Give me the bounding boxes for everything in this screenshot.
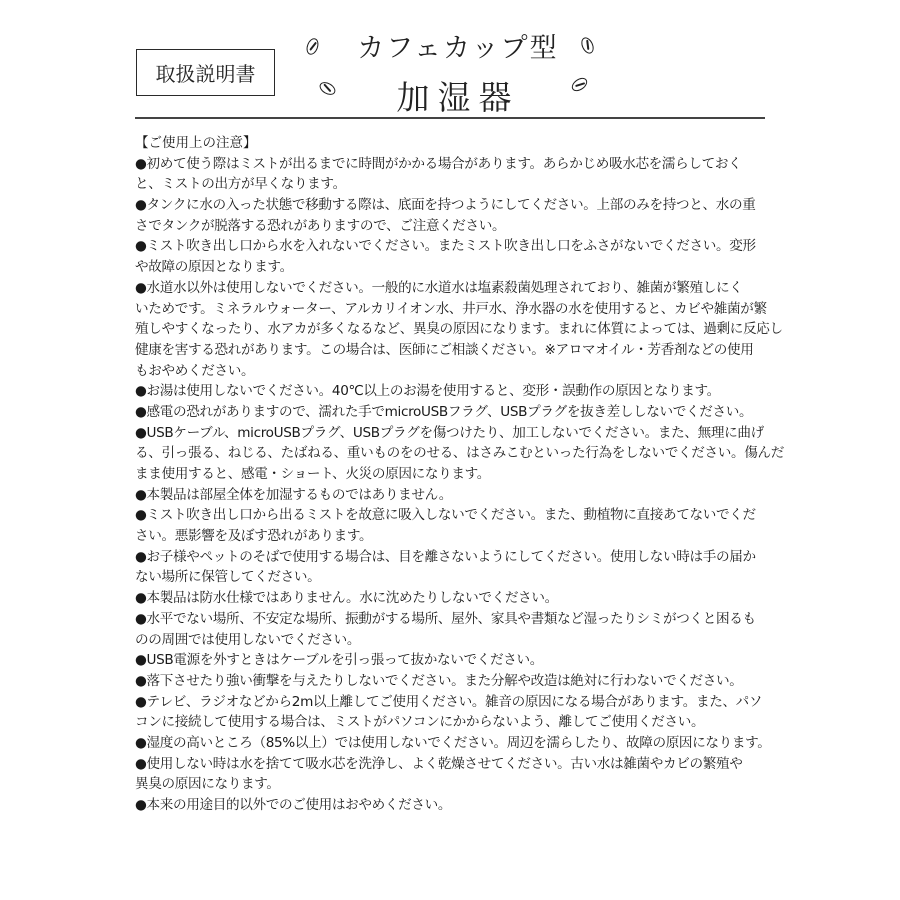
precaution-item xyxy=(135,795,775,816)
precaution-line: ない場所に保管してください。 xyxy=(135,569,321,586)
precaution-line: コンに接続して使用する場合は、ミストがパソコンにかからないよう、離してご使用ください。 xyxy=(135,714,705,731)
precaution-line: ●本製品は防水仕様ではありません。水に沈めたりしないでください。 xyxy=(135,590,558,607)
coffee-bean-icon xyxy=(569,75,589,94)
precaution-item xyxy=(135,402,775,423)
product-title-line1: カフェカップ型 xyxy=(357,33,559,64)
product-title-line2: 加湿器 xyxy=(396,78,520,117)
header-divider xyxy=(135,117,765,119)
precaution-line: ●本来の用途目的以外でのご使用はおやめください。 xyxy=(135,797,452,813)
precaution-item xyxy=(135,195,775,236)
manual-label: 取扱説明書 xyxy=(155,62,256,86)
precaution-line: ●感電の恐れがありますので、濡れた手でmicroUSBフラグ、USBプラグを抜き差ししないでください。 xyxy=(135,403,753,420)
precaution-line: 健康を害する恐れがあります。この場合は、医師にご相談ください。※アロマオイル・芳香剤などの使用 xyxy=(135,341,754,358)
precaution-line: ●使用しない時は水を捨てて吸水芯を洗浄し、よく乾燥させてください。古い水は雑菌やカビの繁殖や xyxy=(135,755,743,772)
manual-label-box xyxy=(136,49,275,96)
precaution-line: 殖しやすくなったり、水アカが多くなるなど、異臭の原因になります。まれに体質によっては、過剰に反応し xyxy=(135,321,783,338)
precaution-item xyxy=(135,381,775,402)
precaution-line: さい。悪影響を及ぼす恐れがあります。 xyxy=(135,528,373,545)
precaution-line: ●お子様やペットのそばで使用する場合は、目を離さないようにしてください。使用しない時は手の届か xyxy=(135,548,756,565)
precaution-line: ●初めて使う際はミストが出るまでに時間がかかる場合があります。あらかじめ吸水芯を濡らしておく xyxy=(135,155,742,172)
precaution-item xyxy=(135,754,775,795)
precaution-line: ●水平でない場所、不安定な場所、振動がする場所、屋外、家具や書類など湿ったりシミがつくと困るも xyxy=(135,610,756,627)
precaution-line: ●お湯は使用しないでください。40℃以上のお湯を使用すると、変形・誤動作の原因となります。 xyxy=(135,383,720,400)
precaution-item xyxy=(135,650,775,671)
precaution-item xyxy=(135,485,775,506)
precaution-line: ●本製品は部屋全体を加湿するものではありません。 xyxy=(135,486,452,503)
precaution-item xyxy=(135,505,775,546)
coffee-bean-icon xyxy=(304,37,320,57)
precaution-line: いためです。ミネラルウォーター、アルカリイオン水、井戸水、浄水器の水を使用すると、カビや雑菌が繁 xyxy=(135,300,767,317)
precaution-item xyxy=(135,423,784,485)
precautions-list xyxy=(135,154,784,816)
precaution-line: ●ミスト吹き出し口から水を入れないでください。またミスト吹き出し口をふさがないでください。変形 xyxy=(135,238,756,255)
precaution-line: ●USBケーブル、microUSBプラグ、USBプラグを傷つけたり、加工しないでください。また、無理に曲げ xyxy=(135,424,764,441)
precaution-line: ●USB電源を外すときはケーブルを引っ張って抜かないでください。 xyxy=(135,652,543,669)
precaution-item xyxy=(135,692,775,733)
precaution-item xyxy=(135,733,775,754)
precaution-item xyxy=(135,278,783,381)
precaution-line: 異臭の原因になります。 xyxy=(135,776,280,793)
precaution-line: ●落下させたり強い衝撃を与えたりしないでください。また分解や改造は絶対に行わないでください。 xyxy=(135,672,743,689)
precaution-line: まま使用すると、感電・ショート、火災の原因になります。 xyxy=(135,466,490,482)
precaution-item xyxy=(135,588,775,609)
precaution-item xyxy=(135,609,775,650)
precaution-line: ●水道水以外は使用しないでください。一般的に水道水は塩素殺菌処理されており、雑菌が繁殖しにく xyxy=(135,279,743,296)
coffee-bean-icon xyxy=(317,79,337,97)
precaution-line: のの周囲では使用しないでください。 xyxy=(135,631,361,648)
coffee-bean-icon xyxy=(579,35,596,55)
precaution-line: や故障の原因となります。 xyxy=(135,259,293,276)
section-heading: 【ご使用上の注意】 xyxy=(135,135,257,151)
precautions-section xyxy=(135,133,784,816)
precaution-line: と、ミストの出方が早くなります。 xyxy=(135,176,346,193)
precaution-item xyxy=(135,671,775,692)
precaution-line: ●湿度の高いところ（85%以上）では使用しないでください。周辺を濡らしたり、故障の原因になります。 xyxy=(135,734,771,751)
precaution-line: る、引っ張る、ねじる、たばねる、重いものをのせる、はさみこむといった行為をしないでください。傷んだ xyxy=(135,445,784,462)
precaution-item xyxy=(135,154,775,195)
precaution-line: ●タンクに水の入った状態で移動する際は、底面を持つようにしてください。上部のみを持つと、水の重 xyxy=(135,197,756,214)
precaution-line: さでタンクが脱落する恐れがありますので、ご注意ください。 xyxy=(135,217,506,234)
precaution-item xyxy=(135,236,775,277)
precaution-line: もおやめください。 xyxy=(135,362,255,379)
precaution-line: ●テレビ、ラジオなどから2m以上離してご使用ください。雑音の原因になる場合があります。また、パソ xyxy=(135,693,763,710)
precaution-line: ●ミスト吹き出し口から出るミストを故意に吸入しないでください。また、動植物に直接あてないでくだ xyxy=(135,507,756,524)
precaution-item xyxy=(135,547,775,588)
